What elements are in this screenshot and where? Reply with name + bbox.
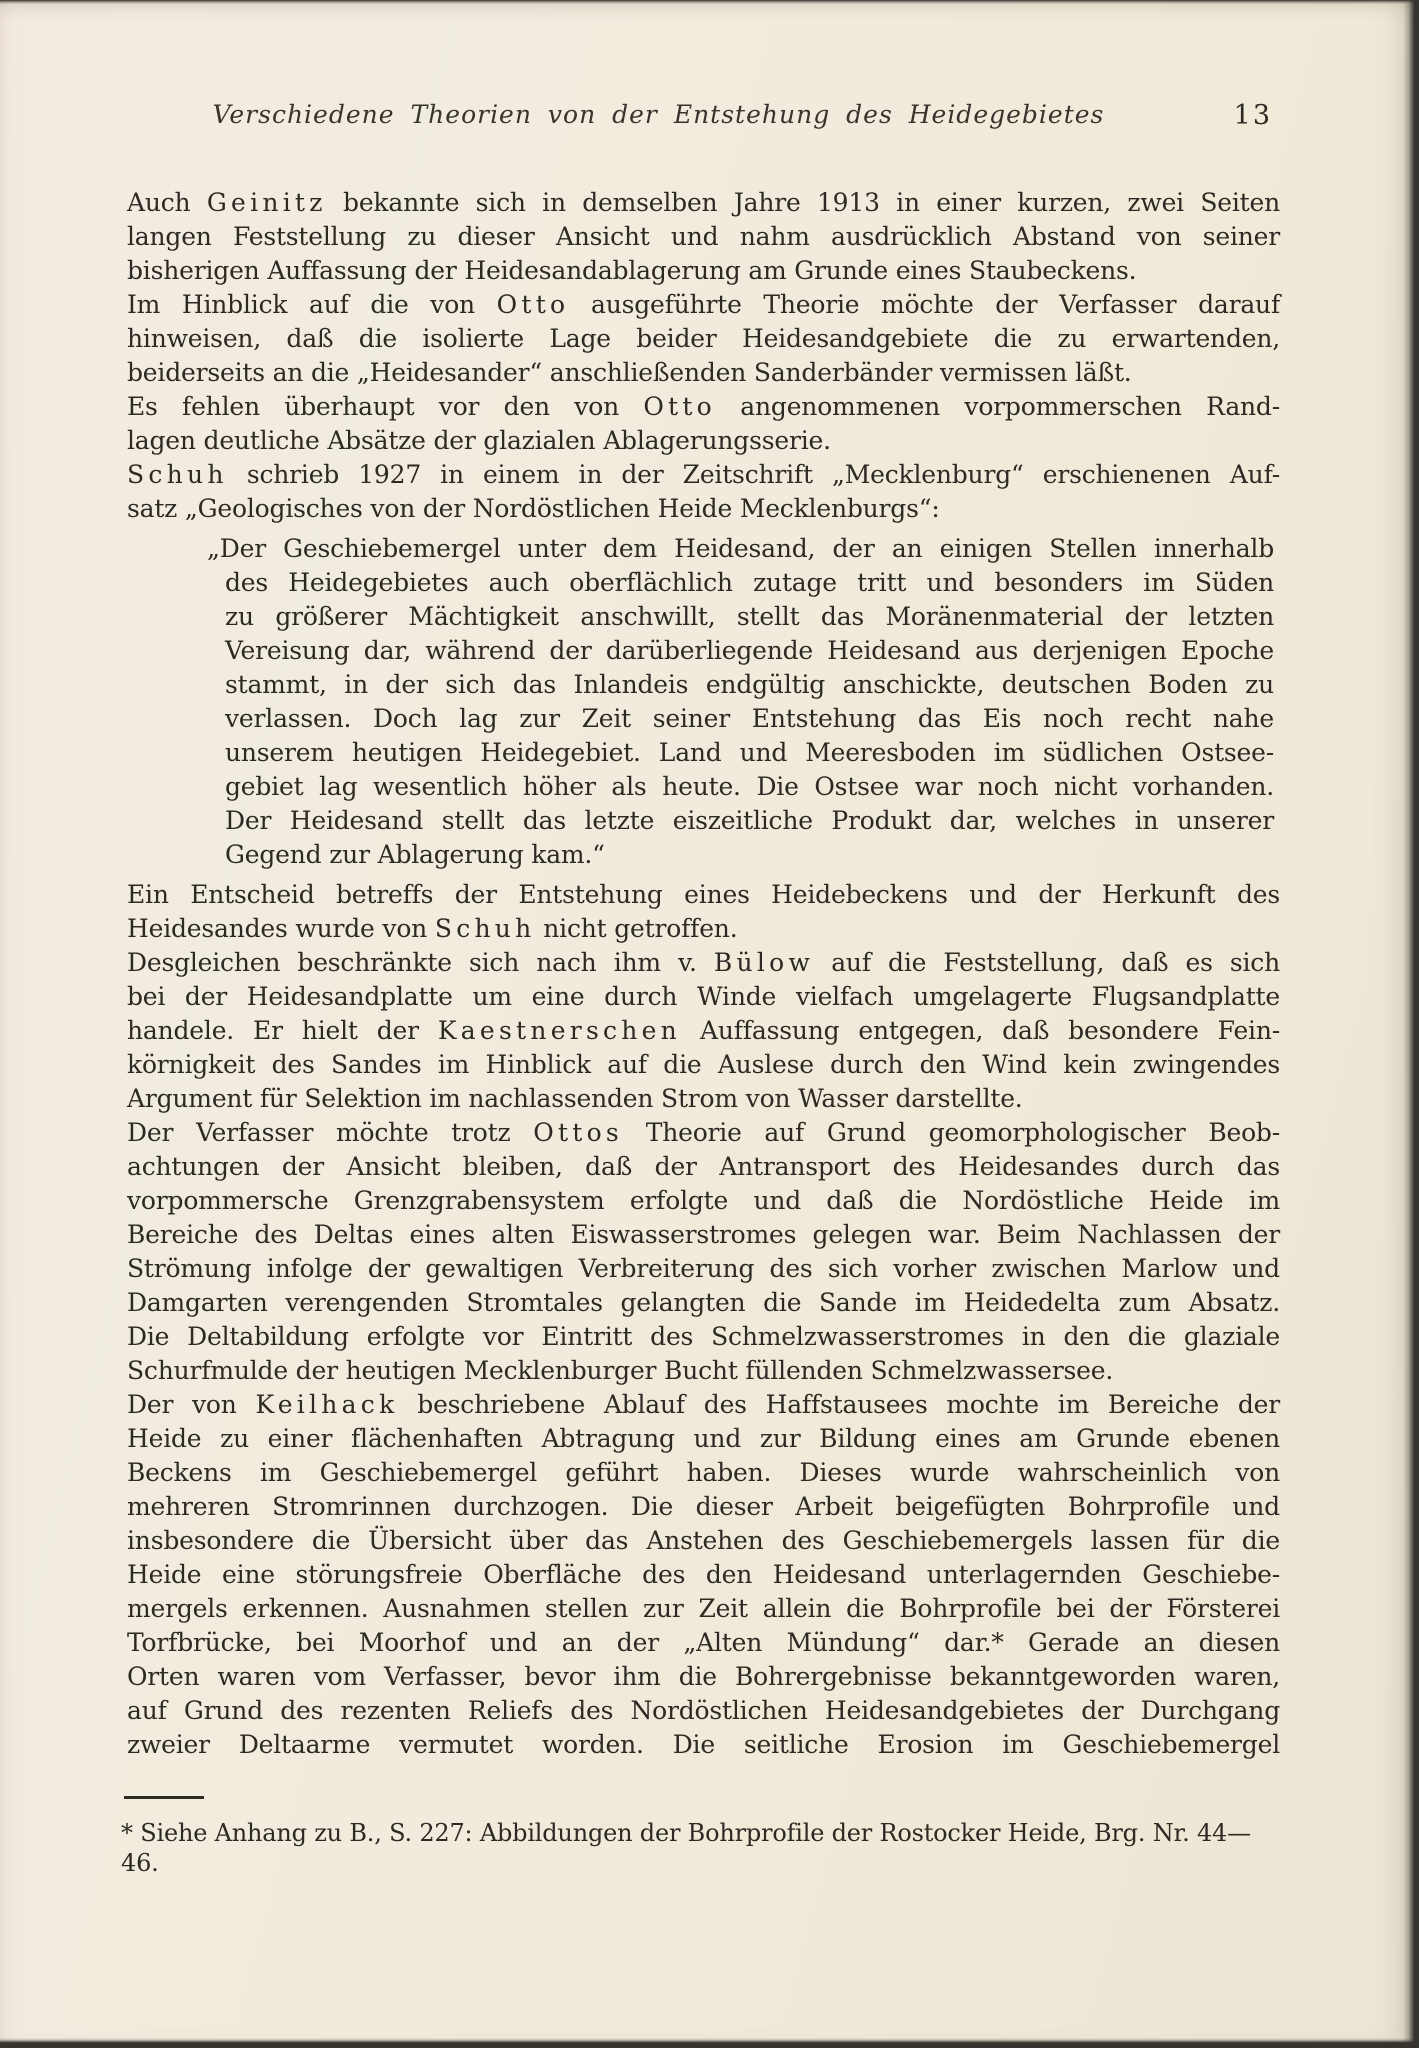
paragraph (127, 1116, 1280, 1388)
header-title: Verschiedene Theorien von der Entstehung des Heidegebietes (212, 100, 1105, 129)
text-line: achtungen der Ansicht bleiben, daß der Antransport des Heidesandes durch das (127, 1152, 1280, 1181)
text-line: Der von Keilhack beschriebene Ablauf des Haffstausees mochte im Bereiche der (127, 1390, 1280, 1419)
text-line: bei der Heidesandplatte um eine durch Winde vielfach umgelagerte Flugsandplatte (127, 982, 1280, 1011)
text-line: auf Grund des rezenten Reliefs des Nordöstlichen Heidesandgebietes der Durchgang (127, 1696, 1280, 1725)
paragraph (127, 946, 1280, 1116)
spaced-name: Schuh (434, 914, 536, 943)
text-line: Heide zu einer flächenhaften Abtragung und zur Bildung eines am Grunde ebenen (127, 1424, 1280, 1453)
paragraph (127, 390, 1280, 458)
text-line: Es fehlen überhaupt vor den von Otto angenommenen vorpommerschen Rand- (127, 392, 1280, 421)
paragraph (127, 1388, 1280, 1762)
paragraph (127, 878, 1280, 946)
text-line: langen Feststellung zu dieser Ansicht und nahm ausdrücklich Abstand von seiner (127, 222, 1280, 251)
paragraph (127, 288, 1280, 390)
text-line: Beckens im Geschiebemergel geführt haben. Dieses wurde wahrscheinlich von (127, 1458, 1280, 1487)
footnote-rule (124, 1796, 204, 1799)
text-line: „Der Geschiebemergel unter dem Heidesand, der an einigen Stellen innerhalb (207, 534, 1274, 563)
paragraph (127, 458, 1280, 526)
text-line: satz „Geologisches von der Nordöstlichen Heide Mecklenburgs“: (127, 494, 940, 523)
page-number: 13 (1233, 100, 1272, 131)
text-line: zweier Deltaarme vermutet worden. Die seitliche Erosion im Geschiebemergel (127, 1730, 1280, 1759)
text-line: vorpommersche Grenzgrabensystem erfolgte und daß die Nordöstliche Heide im (127, 1186, 1280, 1215)
spaced-name: Otto (496, 290, 570, 319)
text-line: handele. Er hielt der Kaestnerschen Auffassung entgegen, daß besondere Fein- (127, 1016, 1280, 1045)
text-line: mergels erkennen. Ausnahmen stellen zur Zeit allein die Bohrprofile bei der Försterei (127, 1594, 1280, 1623)
scan-edge-right (1403, 0, 1419, 2048)
spaced-name: Kaestnerschen (437, 1016, 682, 1045)
spaced-name: Schuh (127, 460, 228, 489)
text-line: Schuh schrieb 1927 in einem in der Zeitschrift „Mecklenburg“ erschienenen Auf- (127, 460, 1280, 489)
spaced-name: Bülow (713, 948, 815, 977)
text-line: gebiet lag wesentlich höher als heute. Die Ostsee war noch nicht vorhanden. (225, 772, 1274, 801)
text-line: unserem heutigen Heidegebiet. Land und Meeresboden im südlichen Ostsee- (225, 738, 1274, 767)
text-line: Der Verfasser möchte trotz Ottos Theorie auf Grund geomorphologischer Beob- (127, 1118, 1280, 1147)
text-line: des Heidegebietes auch oberflächlich zutage tritt und besonders im Süden (225, 568, 1274, 597)
text-line: Orten waren vom Verfasser, bevor ihm die Bohrergebnisse bekanntgeworden waren, (127, 1662, 1280, 1691)
text-line: Gegend zur Ablagerung kam.“ (225, 840, 605, 869)
text-line: Auch Geinitz bekannte sich in demselben Jahre 1913 in einer kurzen, zwei Seiten (127, 188, 1280, 217)
scan-edge-top (0, 0, 1419, 4)
text-line: Heidesandes wurde von Schuh nicht getroffen. (127, 914, 738, 943)
text-line: Damgarten verengenden Stromtales gelangten die Sande im Heidedelta zum Absatz. (127, 1288, 1280, 1317)
text-line: körnigkeit des Sandes im Hinblick auf die Auslese durch den Wind kein zwingendes (127, 1050, 1280, 1079)
text-line: beiderseits an die „Heidesander“ anschließenden Sanderbänder vermissen läßt. (127, 358, 1132, 387)
body-text (127, 186, 1280, 1762)
text-line: hinweisen, daß die isolierte Lage beider Heidesandgebiete die zu erwartenden, (127, 324, 1280, 353)
spaced-name: Keilhack (255, 1390, 399, 1419)
text-line: Argument für Selektion im nachlassenden Strom von Wasser darstellte. (127, 1084, 1023, 1113)
text-line: Ein Entscheid betreffs der Entstehung eines Heidebeckens und der Herkunft des (127, 880, 1280, 909)
footnote-text: * Siehe Anhang zu B., S. 227: Abbildungen der Bohrprofile der Rostocker Heide, Brg. Nr. 44—46. (121, 1819, 1251, 1877)
text-line: Desgleichen beschränkte sich nach ihm v. Bülow auf die Feststellung, daß es sich (127, 948, 1281, 977)
text-line: stammt, in der sich das Inlandeis endgültig anschickte, deutschen Boden zu (225, 670, 1274, 699)
quote-block (127, 532, 1280, 872)
text-line: bisherigen Auffassung der Heidesandablagerung am Grunde eines Staubeckens. (127, 256, 1137, 285)
spaced-name: Otto (643, 392, 716, 421)
paragraph (127, 186, 1280, 288)
scan-edge-bottom (0, 2038, 1419, 2048)
text-line: Die Deltabildung erfolgte vor Eintritt des Schmelzwasserstromes in den die glaziale (127, 1322, 1280, 1351)
text-line: Torfbrücke, bei Moorhof und an der „Alten Mündung“ dar.* Gerade an diesen (127, 1628, 1280, 1657)
text-line: Vereisung dar, während der darüberliegende Heidesand aus derjenigen Epoche (225, 636, 1274, 665)
text-line: lagen deutliche Absätze der glazialen Ablagerungsserie. (127, 426, 831, 455)
text-line: zu größerer Mächtigkeit anschwillt, stellt das Moränenmaterial der letzten (225, 602, 1274, 631)
text-line: Im Hinblick auf die von Otto ausgeführte Theorie möchte der Verfasser darauf (127, 290, 1280, 319)
spaced-name: Geinitz (206, 188, 327, 217)
text-line: verlassen. Doch lag zur Zeit seiner Entstehung das Eis noch recht nahe (225, 704, 1274, 733)
text-line: Heide eine störungsfreie Oberfläche des den Heidesand unterlagernden Geschiebe- (127, 1560, 1280, 1589)
spaced-name: Ottos (533, 1118, 623, 1147)
text-line: Der Heidesand stellt das letzte eiszeitliche Produkt dar, welches in unserer (225, 806, 1274, 835)
text-line: Strömung infolge der gewaltigen Verbreiterung des sich vorher zwischen Marlow und (127, 1254, 1280, 1283)
page-header (127, 100, 1280, 140)
text-line: Schurfmulde der heutigen Mecklenburger Bucht füllenden Schmelzwassersee. (127, 1356, 1114, 1385)
text-line: insbesondere die Übersicht über das Anstehen des Geschiebemergels lassen für die (127, 1526, 1280, 1555)
text-line: mehreren Stromrinnen durchzogen. Die dieser Arbeit beigefügten Bohrprofile und (127, 1492, 1280, 1521)
text-line: Bereiche des Deltas eines alten Eiswasserstromes gelegen war. Beim Nachlassen der (127, 1220, 1280, 1249)
